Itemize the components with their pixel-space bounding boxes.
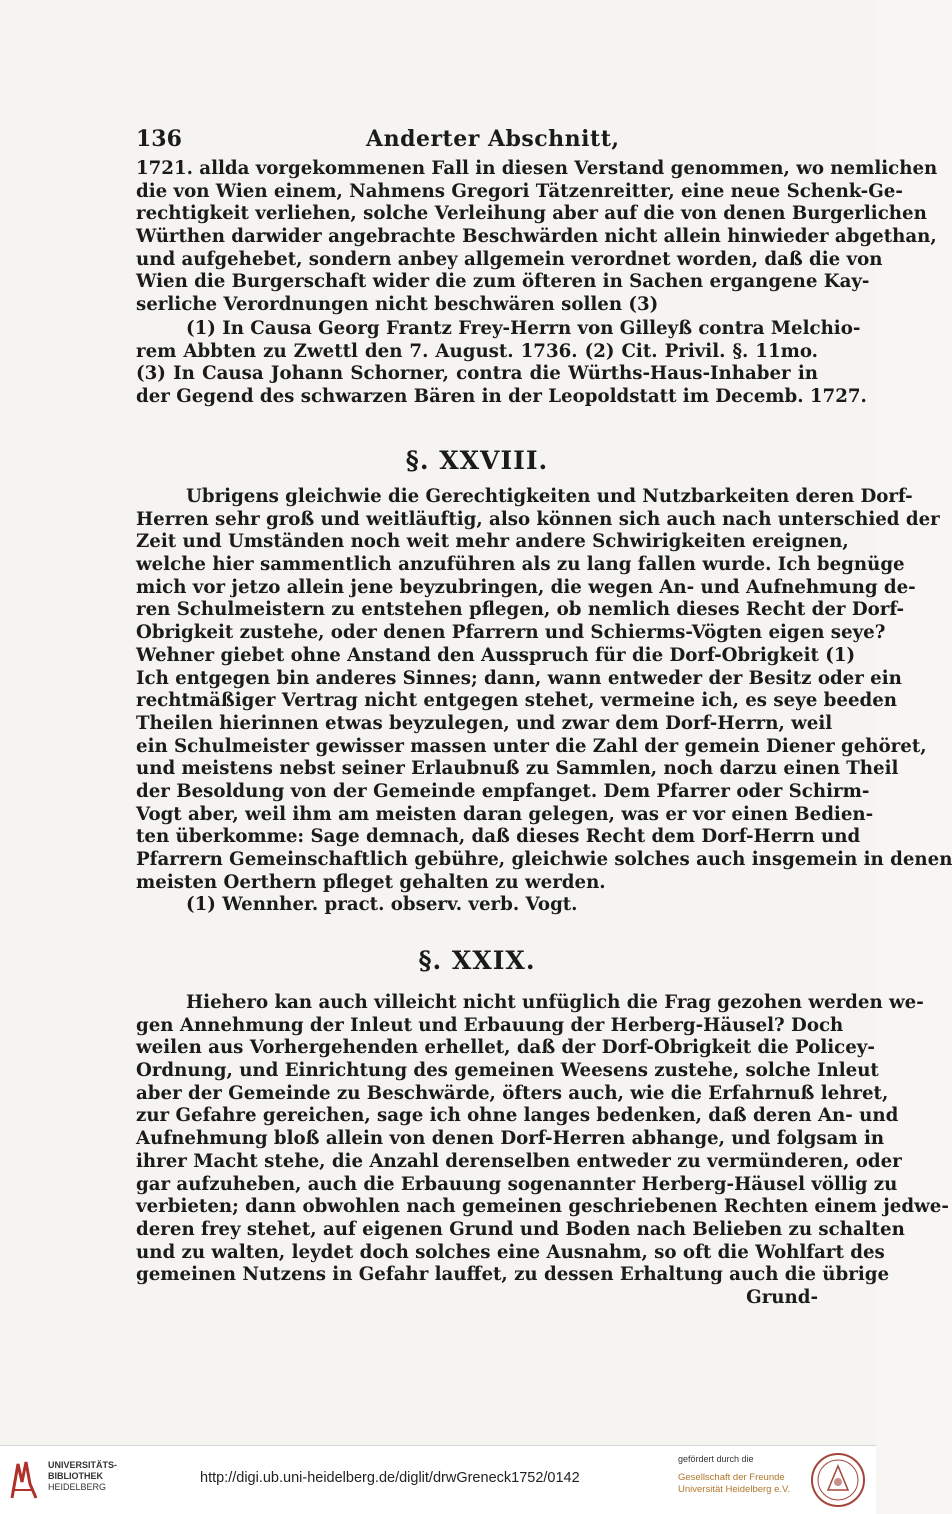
library-line: HEIDELBERG — [48, 1482, 107, 1492]
text-line: mich vor jetzo allein jene beyzubringen, die wegen An- und Aufnehmung de- — [136, 576, 916, 598]
text-line: Ubrigens gleichwie die Gerechtigkeiten und Nutzbarkeiten deren Dorf- — [186, 486, 913, 507]
society-line: Gesellschaft der Freunde — [678, 1472, 785, 1483]
text-line: ihrer Macht stehe, die Anzahl derenselben entweder zu vermünderen, oder — [136, 1150, 902, 1172]
text-line: die von Wien einem, Nahmens Gregori Tätzenreitter, eine neue Schenk-Ge- — [136, 180, 903, 202]
text-line: und aufgehebet, sondern anbey allgemein verordnet worden, daß die von — [136, 248, 883, 270]
library-line: BIBLIOTHEK — [48, 1471, 103, 1481]
text-line: Theilen hierinnen etwas beyzulegen, und zwar dem Dorf-Herrn, weil — [136, 712, 833, 734]
text-line: und zu walten, leydet doch solches eine Ausnahm, so oft die Wohlfart des — [136, 1241, 885, 1263]
text-line: der Besoldung von der Gemeinde empfanget. Dem Pfarrer oder Schirm- — [136, 780, 870, 802]
text-line: zur Gefahre gereichen, sage ich ohne langes bedenken, daß deren An- und — [136, 1105, 899, 1127]
text-line: Obrigkeit zustehe, oder denen Pfarrern und Schierms-Vögten eigen seye? — [136, 622, 886, 644]
text-line: deren frey stehet, auf eigenen Grund und Boden nach Belieben zu schalten — [136, 1218, 905, 1240]
text-line: und meistens nebst seiner Erlaubnuß zu Sammlen, noch darzu einen Theil — [136, 758, 899, 780]
library-line: UNIVERSITÄTS- — [48, 1460, 118, 1470]
text-line: Wien die Burgerschaft wider die zum öfteren in Sachen ergangene Kay- — [136, 271, 870, 293]
text-line: aber der Gemeinde zu Beschwärde, öfters auch, wie die Erfahrnuß lehret, — [136, 1082, 889, 1104]
text-line: Ordnung, und Einrichtung des gemeinen Weesens zustehe, solche Inleut — [136, 1060, 879, 1082]
text-line: Würthen darwider angebrachte Beschwärden nicht allein hinwieder abgethan, — [136, 226, 937, 248]
society-name[interactable] — [678, 1472, 790, 1496]
text-line: rechtigkeit verliehen, solche Verleihung aber auf die von denen Burgerlichen — [136, 203, 927, 225]
footnote-line: (1) Wennher. pract. observ. verb. Vogt. — [186, 894, 578, 916]
ub-heidelberg-logo-icon[interactable] — [8, 1458, 40, 1502]
text-line: verbieten; dann obwohlen nach gemeinen geschriebenen Rechten einem jedwe- — [136, 1196, 949, 1218]
running-head: Anderter Abschnitt, — [366, 126, 620, 152]
text-line: gen Annehmung der Inleut und Erbauung der Herberg-Häusel? Doch — [136, 1014, 844, 1036]
intro-footnotes — [136, 318, 867, 409]
text-line: Vogt aber, weil ihm am meisten daran gelegen, was er vor einen Bedien- — [136, 803, 874, 825]
text-line: Pfarrern Gemeinschaftlich gebühre, gleichwie solches auch insgemein in denen — [136, 849, 952, 870]
page-number: 136 — [136, 126, 182, 152]
text-line: weilen aus Vorhergehenden erhellet, daß der Dorf-Obrigkeit die Policey- — [136, 1037, 875, 1059]
text-line: ein Schulmeister gewisser massen unter die Zahl der gemein Diener gehöret, — [136, 735, 927, 757]
footnote-line: (1) In Causa Georg Frantz Frey-Herrn von Gilleyß contra Melchio- — [186, 318, 861, 339]
intro-paragraph — [136, 158, 938, 317]
section-28-paragraph — [136, 486, 952, 917]
text-line: Wehner giebet ohne Anstand den Ausspruch für die Dorf-Obrigkeit (1) — [136, 644, 856, 666]
text-line: gemeinen Nutzens in Gefahr lauffet, zu dessen Erhaltung auch die übrige — [136, 1264, 890, 1286]
footnote-line: rem Abbten zu Zwettl den 7. August. 1736. (2) Cit. Privil. §. 11mo. — [136, 340, 818, 362]
library-name[interactable] — [48, 1460, 117, 1493]
text-line: gar aufzuheben, auch die Erbauung sogenannter Herberg-Häusel völlig zu — [136, 1173, 898, 1195]
catchword: Grund- — [746, 1286, 818, 1308]
text-line: Herren sehr groß und weitläuftig, also können sich auch nach unterschied der — [136, 508, 940, 530]
text-line: Aufnehmung bloß allein von denen Dorf-Herren abhange, und folgsam in — [136, 1128, 885, 1150]
text-line: 1721. allda vorgekommenen Fall in diesen Verstand genommen, wo nemlichen — [136, 158, 938, 179]
footnote-line: der Gegend des schwarzen Bären in der Leopoldstatt im Decemb. 1727. — [136, 386, 867, 408]
section-heading-29: §. XXIX. — [418, 946, 536, 975]
viewer-footer — [0, 1445, 876, 1514]
text-line: Hiehero kan auch villeicht nicht unfüglich die Frag gezohen werden we- — [186, 992, 924, 1013]
page-header — [136, 126, 816, 156]
text-line: meisten Oerthern pfleget gehalten zu werden. — [136, 871, 606, 893]
text-line: ten überkomme: Sage demnach, daß dieses Recht dem Dorf-Herrn und — [136, 826, 861, 848]
text-line: Zeit und Umständen noch weit mehr andere Schwirigkeiten ereignen, — [136, 531, 849, 553]
text-line: welche hier sammentlich anzuführen als zu lang fallen wurde. Ich begnüge — [136, 554, 905, 576]
permalink-url[interactable]: http://digi.ub.uni-heidelberg.de/diglit/drwGreneck1752/0142 — [200, 1470, 580, 1486]
text-line: Ich entgegen bin anderes Sinnes; dann, wann entweder der Besitz oder ein — [136, 667, 902, 689]
text-line: rechtmäßiger Vertrag nicht entgegen stehet, vermeine ich, es seye beeden — [136, 690, 898, 712]
text-line: ren Schulmeistern zu entstehen pflegen, ob nemlich dieses Recht der Dorf- — [136, 599, 905, 621]
section-heading-28: §. XXVIII. — [405, 446, 549, 475]
text-line: serliche Verordnungen nicht beschwären sollen (3) — [136, 294, 659, 316]
university-seal-icon — [810, 1452, 866, 1508]
funded-by-label: gefördert durch die — [678, 1454, 754, 1464]
society-line: Universität Heidelberg e.V. — [678, 1484, 791, 1495]
section-29-paragraph — [136, 992, 949, 1310]
footnote-line: (3) In Causa Johann Schorner, contra die Würths-Haus-Inhaber in — [136, 363, 818, 385]
